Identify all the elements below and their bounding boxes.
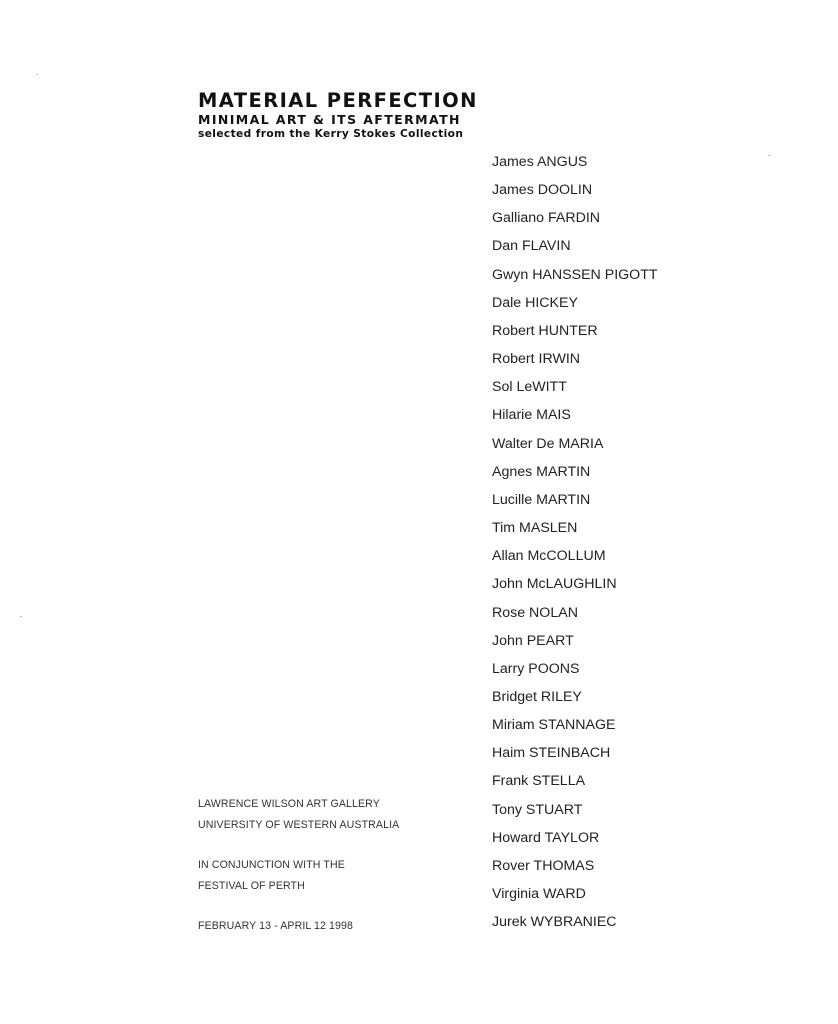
artist-name: Miriam STANNAGE (492, 717, 616, 734)
artist-name: Gwyn HANSSEN PIGOTT (492, 266, 658, 283)
artist-name: Virginia WARD (492, 886, 586, 903)
artist-name: Haim STEINBACH (492, 745, 611, 762)
artist-name: Robert IRWIN (492, 351, 581, 368)
gallery-name: LAWRENCE WILSON ART GALLERY (198, 798, 380, 810)
artist-name: Howard TAYLOR (492, 829, 600, 846)
venue-info (198, 794, 399, 836)
artist-name: Larry POONS (492, 660, 580, 677)
artist-name: Lucille MARTIN (492, 491, 591, 508)
artist-name: James ANGUS (492, 154, 588, 170)
artist-name: John McLAUGHLIN (492, 576, 617, 593)
artist-name: Dan FLAVIN (492, 238, 571, 255)
artist-name: Tim MASLEN (492, 520, 578, 537)
artist-name: Hilarie MAIS (492, 407, 571, 424)
paper-speck (36, 74, 38, 75)
date-range: FEBRUARY 13 - APRIL 12 1998 (198, 920, 354, 932)
artist-name: Robert HUNTER (492, 322, 598, 339)
artist-name: Rose NOLAN (492, 604, 578, 621)
paper-speck (768, 155, 770, 156)
collection-credit: selected from the Kerry Stokes Collection (198, 128, 464, 140)
artist-name: Frank STELLA (492, 773, 586, 790)
artist-name: Agnes MARTIN (492, 463, 591, 480)
artist-name: Tony STUART (492, 801, 583, 818)
artist-name: Bridget RILEY (492, 688, 582, 705)
artist-name: Rover THOMAS (492, 857, 595, 874)
artist-name: Dale HICKEY (492, 294, 578, 311)
artist-name: Allan McCOLLUM (492, 548, 606, 565)
university-name: UNIVERSITY OF WESTERN AUSTRALIA (198, 819, 400, 831)
artist-name: James DOOLIN (492, 182, 593, 199)
festival-line-2: FESTIVAL OF PERTH (198, 880, 305, 892)
artist-name: John PEART (492, 632, 574, 649)
title-block (198, 89, 478, 142)
artist-name: Walter De MARIA (492, 435, 604, 452)
artist-name: Jurek WYBRANIEC (492, 914, 617, 931)
paper-speck (20, 616, 22, 617)
festival-info (198, 855, 345, 897)
festival-line-1: IN CONJUNCTION WITH THE (198, 859, 345, 871)
artist-list (492, 151, 658, 939)
exhibition-subtitle: MINIMAL ART & ITS AFTERMATH (198, 112, 461, 127)
exhibition-dates (198, 916, 353, 937)
exhibition-title: MATERIAL PERFECTION (198, 89, 478, 112)
artist-name: Galliano FARDIN (492, 210, 601, 227)
artist-name: Sol LeWITT (492, 379, 567, 396)
